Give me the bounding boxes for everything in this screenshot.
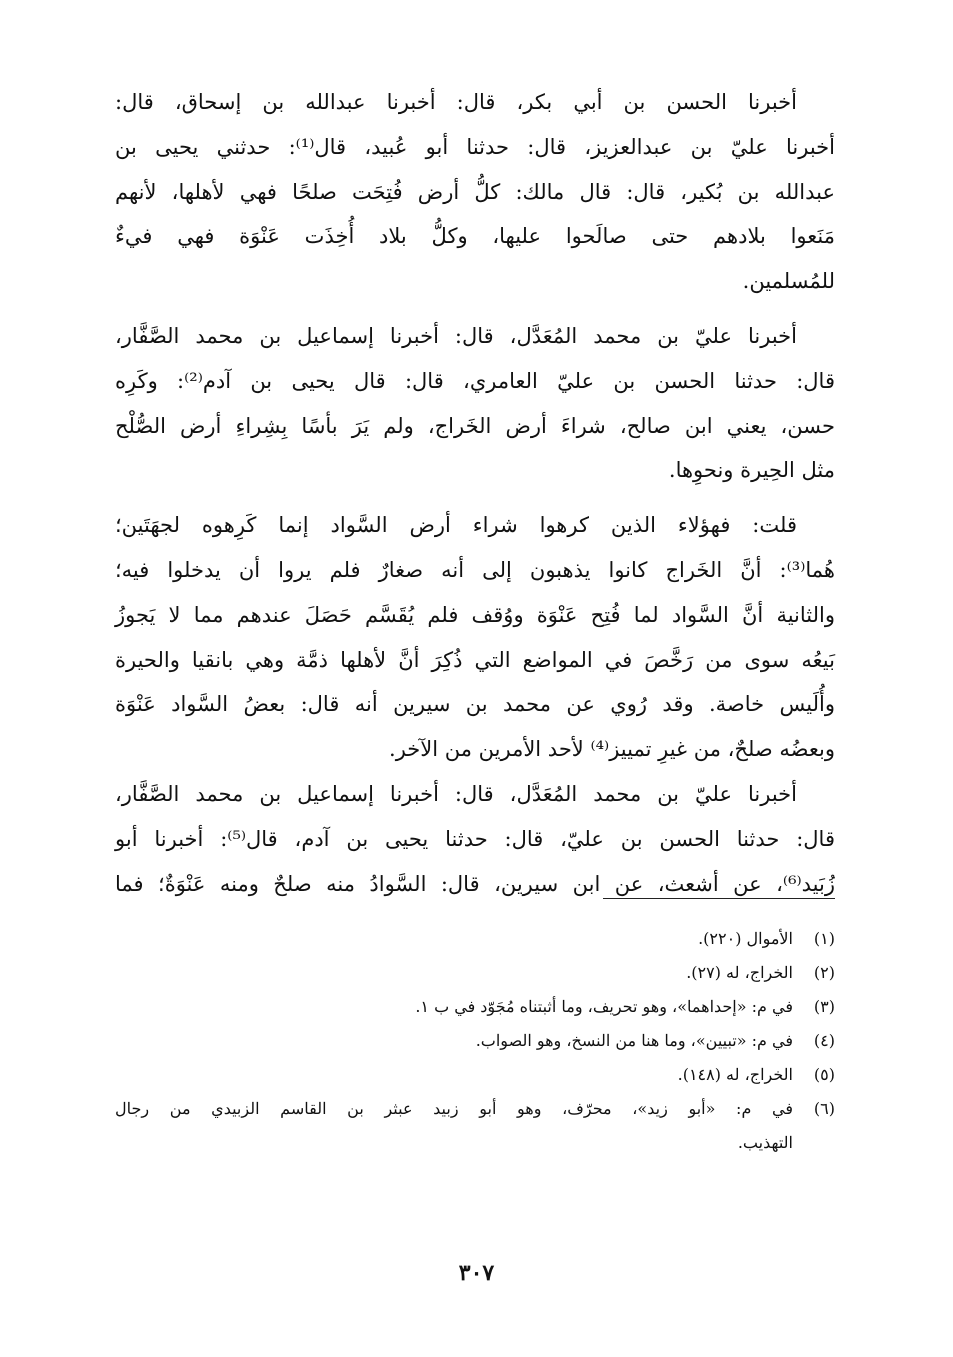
footnote-2 (115, 956, 835, 990)
paragraph-4 (115, 772, 835, 906)
text-line: أخبرنا عليّ بن عبدالعزيز، قال: حدثنا أبو عُبيد، قال⁽¹⁾: حدثني يحيى بن (115, 134, 835, 159)
text-line: والثانية أنَّ السَّواد لما فُتِح عَنْوَة ووُقف فلم يُقَسَّم حَصَلَ عندهم مما لا يَجوزُ (115, 602, 835, 627)
footnote-3 (115, 990, 835, 1024)
footnote-number: (١) (813, 929, 835, 948)
footnote-5 (115, 1058, 835, 1092)
text-line: أخبرنا عليّ بن محمد المُعَدَّل، قال: أخبرنا إسماعيل بن محمد الصَّفَّار، (115, 323, 797, 348)
footnote-1 (115, 922, 835, 956)
text-line: وأُلَيس خاصة. وقد رُوي عن محمد بن سيرين أنه قال: بعضُ السَّواد عَنْوَة (115, 692, 835, 717)
text-line: وبعضُه صلحٌ، من غيرِ تمييز⁽⁴⁾ لأحد الأمرين من الآخر. (389, 737, 835, 762)
footnote-number: (٥) (813, 1065, 835, 1084)
text-line: بَيعُه سوى من رَخَّصَ في المواضع التي ذُكِرَ أنَّ لأهلها ذمَّة وهي بانقيا والحيرة (115, 647, 835, 672)
text-line: مَنَعوا بلادهم حتى صالَحوا عليها، وكلُّ بلاد أُخِذَت عَنْوَة فهي فيءٌ (115, 224, 835, 249)
footnote-number: (٢) (813, 963, 835, 982)
text-line: أخبرنا الحسن بن أبي بكر، قال: أخبرنا عبدالله بن إسحاق، قال: (115, 90, 797, 114)
footnote-text: في م: «أبو زيد»، محرّف، وهو أبو زبيد عبثر بن القاسم الزبيدي من رجال (115, 1099, 793, 1118)
paragraph-2 (115, 314, 835, 493)
footnote-text: التهذيب. (737, 1133, 793, 1152)
paragraph-1 (115, 80, 835, 304)
footnote-text: الخراج، له (١٤٨). (677, 1065, 793, 1084)
footnote-text: الخراج، له (٢٧). (686, 963, 793, 982)
text-line: أخبرنا عليّ بن محمد المُعَدَّل، قال: أخبرنا إسماعيل بن محمد الصَّفَّار، (115, 781, 797, 806)
footnote-6 (115, 1092, 835, 1160)
footnote-separator (603, 898, 835, 899)
text-line: قلت: فهؤلاء الذين كرهوا شراء أرض السَّواد إنما كَرِهوه لجهَتَين؛ (115, 513, 797, 538)
footnote-number: (٦) (813, 1099, 835, 1118)
footnotes (115, 922, 835, 1160)
text-line: للمُسلمين. (742, 269, 835, 294)
text-line: هُما⁽³⁾: أنَّ الخَراج كانوا يذهبون إلى أنه صغارٌ فلم يروا أن يدخلوا فيه؛ (115, 557, 835, 582)
footnote-number: (٤) (813, 1031, 835, 1050)
text-line: مثل الحِيرة ونحوِها. (668, 458, 835, 483)
text-line: قال: حدثنا الحسن بن عليّ، قال: حدثنا يحيى بن آدم، قال⁽⁵⁾: أخبرنا أبو (115, 826, 835, 851)
footnote-4 (115, 1024, 835, 1058)
footnote-text: في م: «إحداهما»، وهو تحريف، وما أثبتناه مُجَوّد في ب ١. (415, 997, 793, 1016)
footnote-number: (٣) (813, 997, 835, 1016)
page-number: ٣٠٧ (458, 1260, 495, 1286)
footnote-text: الأموال (٢٢٠). (698, 929, 793, 948)
text-line: قال: حدثنا الحسن بن عليّ العامري، قال: قال يحيى بن آدم⁽²⁾: وكَرِه (115, 368, 835, 393)
main-text (115, 80, 835, 906)
text-line: زُبَيد⁽⁶⁾، عن أشعث، عن ابن سيرين، قال: السَّوادُ منه صلحٌ ومنه عَنْوَةٌ؛ فما (115, 871, 835, 896)
text-line: عبدالله بن بُكير، قال: قال مالك: كلُّ أرض فُتِحَت صلحًا فهي لأهلها، لأنهم (115, 179, 835, 204)
text-line: حسن، يعني ابن صالح، شراءَ أرض الخَراج، ولم يَرَ بأسًا بِشِراءِ أرض الصُّلْح (115, 413, 835, 438)
paragraph-3 (115, 503, 835, 772)
footnote-text: في م: «تبيين»، وما هنا من النسخ، وهو الصواب. (475, 1031, 793, 1050)
